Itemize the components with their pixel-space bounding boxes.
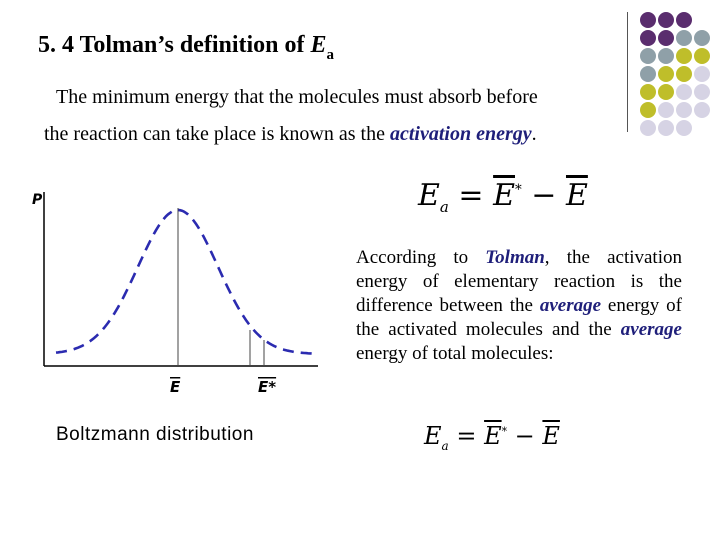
eq1-minus: − <box>531 178 557 213</box>
eq2-minus: − <box>514 422 535 450</box>
para-text-2: , the activation energy of elementary reaction is the difference between the <box>356 247 682 316</box>
eq2-lhs: E <box>424 422 442 450</box>
decorative-dot <box>640 120 656 136</box>
boltzmann-distribution-chart <box>22 180 322 400</box>
eq1-equals: = <box>458 178 484 213</box>
title-subscript: a <box>326 47 335 63</box>
decorative-dot <box>676 12 692 28</box>
decorative-dot <box>640 30 656 46</box>
eq2-equals: = <box>456 422 477 450</box>
eq2-term1: $\overline{E}$ <box>484 422 502 450</box>
x-tick-label-mean: E <box>170 378 181 396</box>
eq1-lhs: E <box>418 178 440 213</box>
eq1-lhs-sub: a <box>439 198 449 216</box>
decorative-dot <box>676 30 692 46</box>
decorative-dot <box>694 84 710 100</box>
eq1-term2: $\overline{E}$ <box>565 178 588 213</box>
decorative-dot <box>694 48 710 64</box>
eq2-lhs-sub: a <box>441 438 449 453</box>
decorative-dot <box>640 66 656 82</box>
decorative-dot <box>658 30 674 46</box>
intro-line-2-text: the reaction can take place is known as the <box>44 123 390 145</box>
decorative-dot <box>658 48 674 64</box>
decorative-dot <box>640 84 656 100</box>
activation-energy-term: activation energy <box>389 123 532 145</box>
tolman-definition-paragraph <box>356 246 682 366</box>
eq2-term1-sup: * <box>501 425 508 438</box>
decorative-dot <box>676 102 692 118</box>
para-text-3: energy of the activated molecules and the <box>356 295 682 340</box>
decorative-dot <box>694 102 710 118</box>
distribution-curve <box>56 210 314 354</box>
slide-title <box>38 32 335 63</box>
decorative-dot <box>658 66 674 82</box>
decorative-dot <box>640 48 656 64</box>
intro-line-1: The minimum energy that the molecules must absorb before <box>56 86 538 108</box>
decorative-dot <box>640 102 656 118</box>
title-prefix: 5. 4 Tolman’s definition of <box>38 32 311 58</box>
chart-caption: Boltzmann distribution <box>56 424 254 445</box>
decorative-dot <box>676 120 692 136</box>
decorative-dot <box>676 48 692 64</box>
decorative-dot <box>676 66 692 82</box>
decorative-dot <box>694 66 710 82</box>
decorative-dot <box>640 12 656 28</box>
decorative-dot <box>658 12 674 28</box>
eq1-term1-sup: * <box>515 182 522 198</box>
x-tick-label-activated: E* <box>258 378 277 396</box>
decorative-dot <box>676 84 692 100</box>
intro-line-2 <box>44 123 537 146</box>
eq2-term2: $\overline{E}$ <box>542 422 560 450</box>
decorative-dot <box>658 84 674 100</box>
equation-2 <box>424 422 560 453</box>
eq1-term1: $\overline{E}$ <box>493 178 515 213</box>
equation-1 <box>418 178 588 216</box>
decorative-dot <box>694 30 710 46</box>
y-axis-label: P <box>32 192 43 208</box>
intro-line-2-end: . <box>531 123 537 145</box>
para-text-1: According to <box>356 247 486 268</box>
para-text-4: energy of total molecules: <box>356 343 554 364</box>
decorative-dot <box>658 120 674 136</box>
title-symbol: E <box>310 32 327 58</box>
divider-line <box>627 12 628 132</box>
para-average-1: average <box>539 295 602 316</box>
para-tolman: Tolman <box>485 247 545 268</box>
para-average-2: average <box>620 319 682 340</box>
decorative-dot <box>658 102 674 118</box>
